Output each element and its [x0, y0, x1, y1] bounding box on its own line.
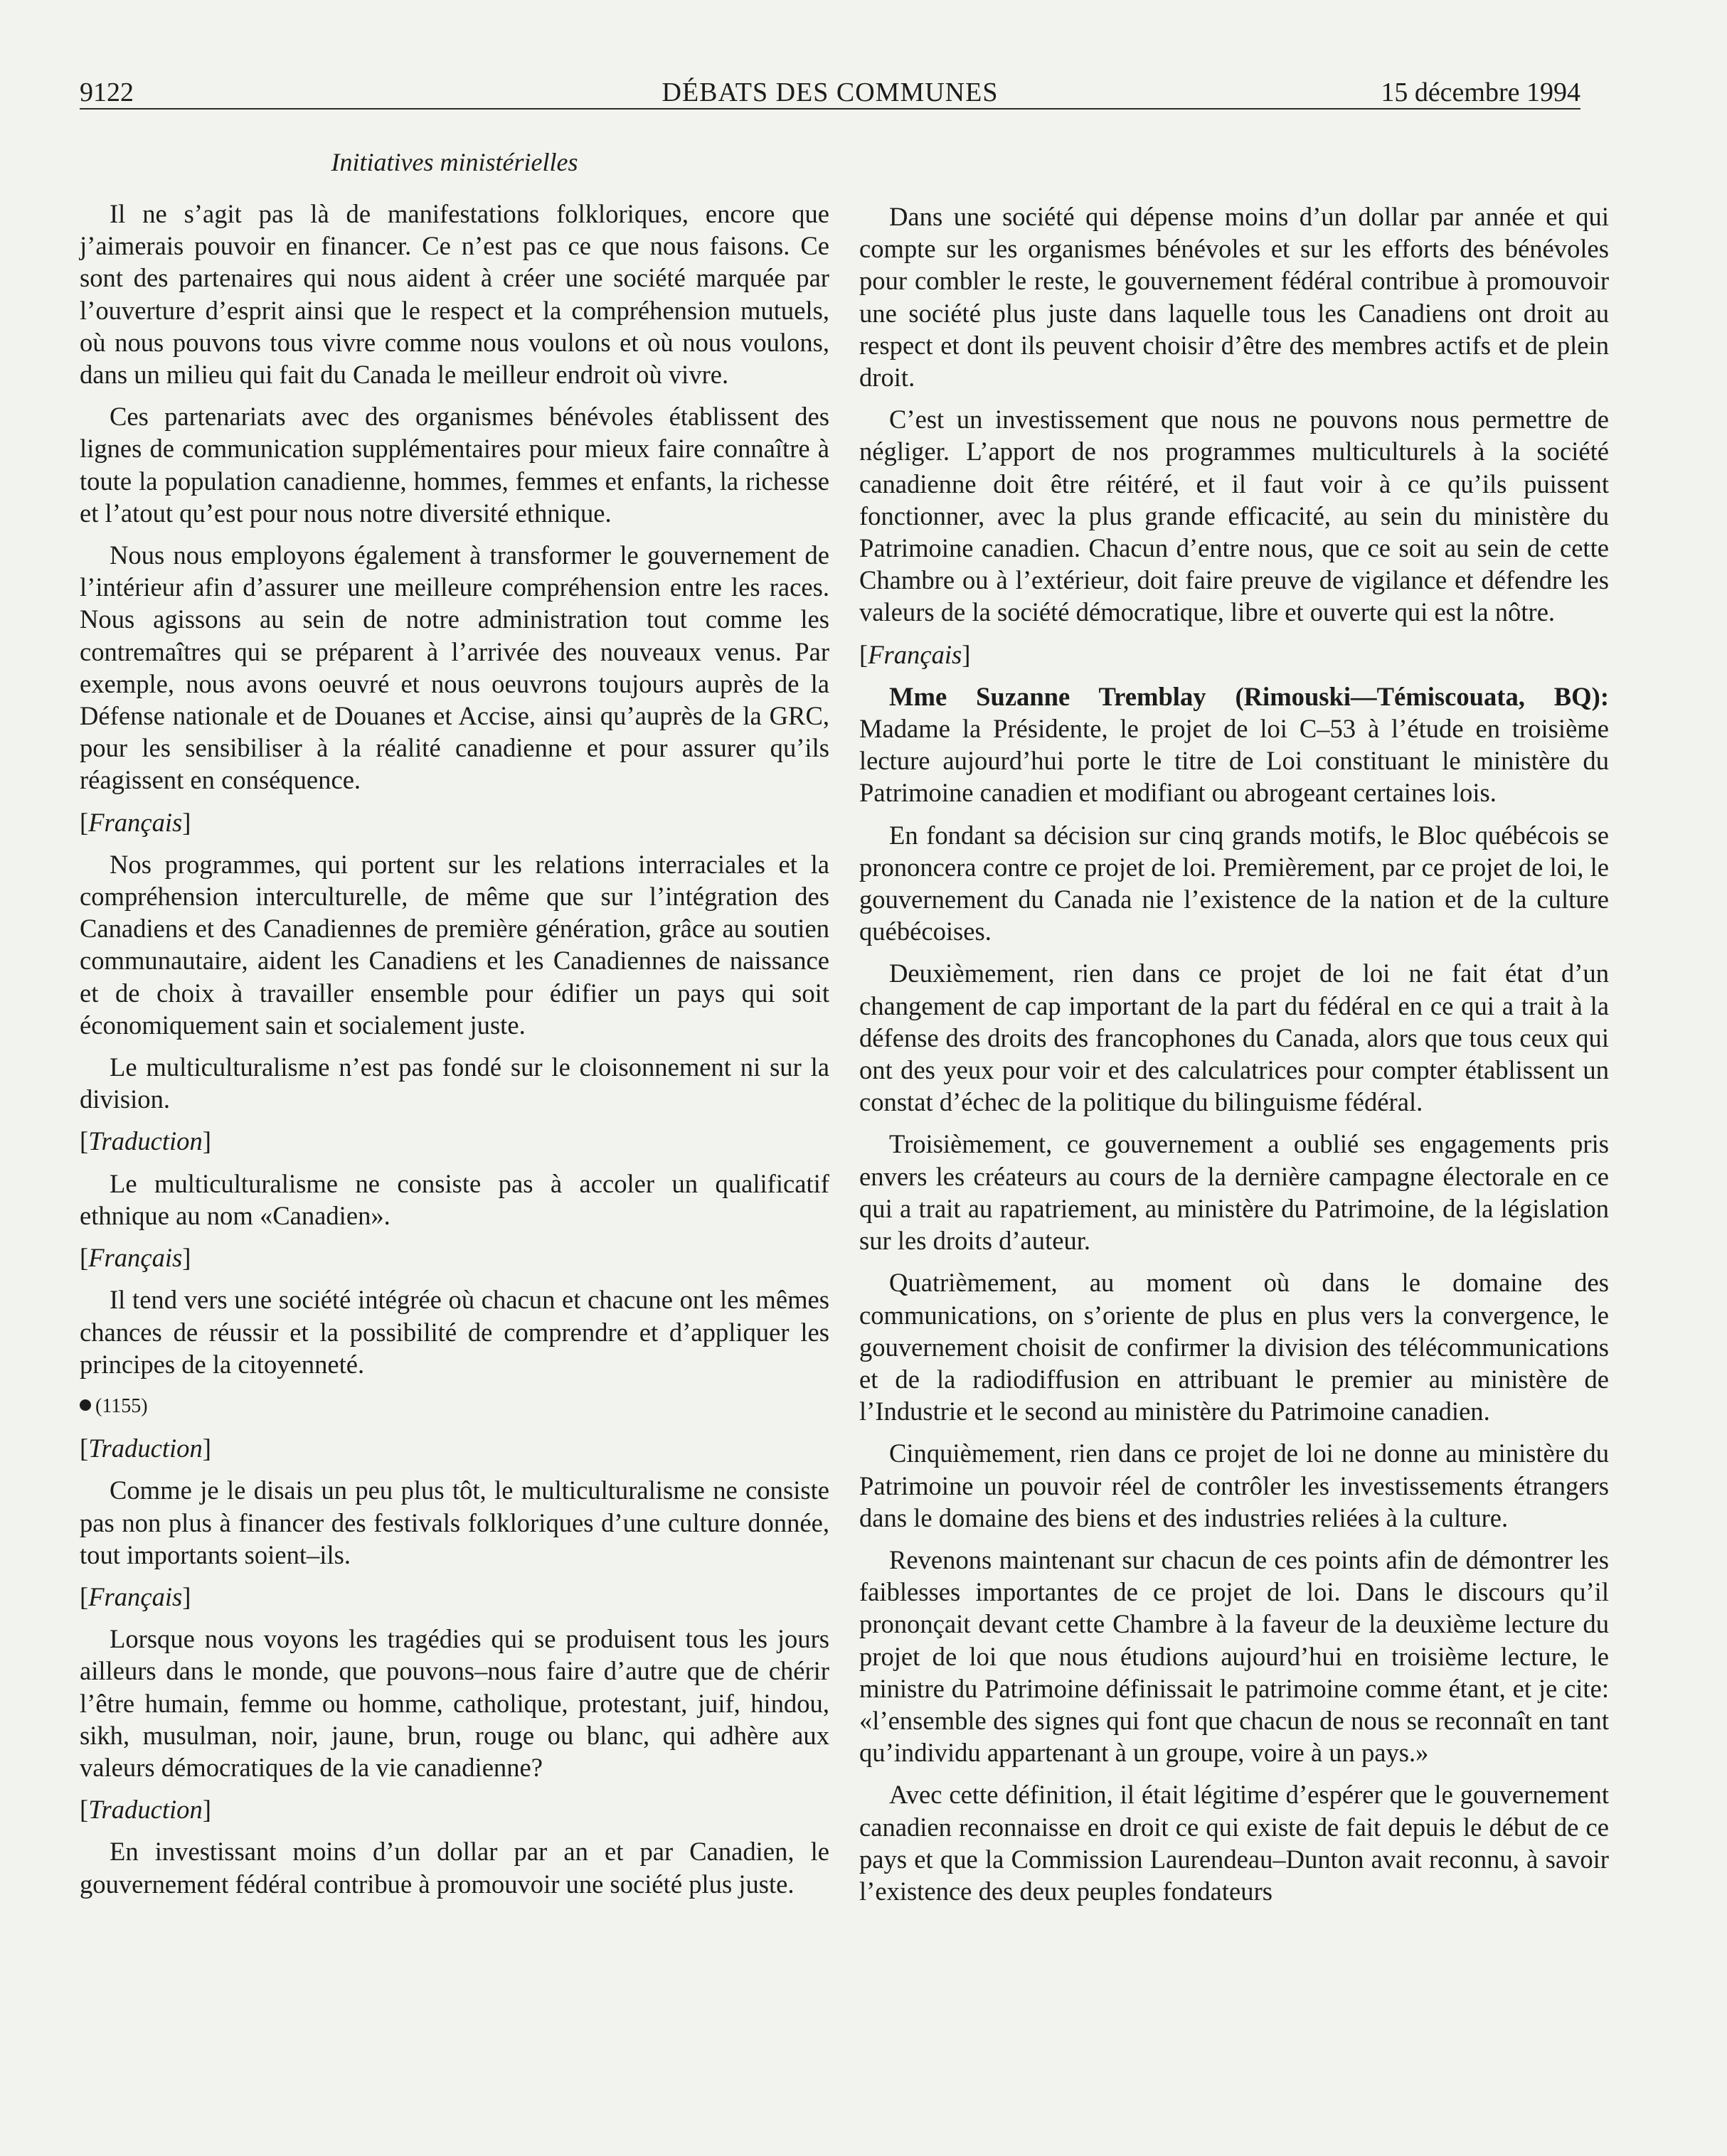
bullet-icon	[80, 1399, 91, 1411]
time-marker: (1155)	[80, 1390, 829, 1422]
issue-date: 15 décembre 1994	[1381, 78, 1580, 107]
language-marker: [Français]	[80, 1243, 191, 1273]
paragraph: Le multiculturalisme n’est pas fondé sur le cloisonnement ni sur la division.	[80, 1052, 829, 1114]
section-title: Initiatives ministérielles	[331, 148, 578, 176]
paragraph: Quatrièmement, au moment où dans le domaine des communications, on s’oriente de plus en plus vers la convergence, le gouvernement choisit de confirmer la division des télécommunications et de la radiodiffusion en attribuant le premier au ministère de l’Industrie et le second au ministère du Patrimoine canadien.	[859, 1268, 1609, 1426]
paragraph: Avec cette définition, il était légitime d’espérer que le gouvernement canadien reconnaisse en droit ce qui existe de fait depuis le début de ce pays et que la Commission Laurendeau–Dunton avait reconnu, à savoir l’existence des deux peuples fondateurs	[859, 1780, 1609, 1906]
language-marker: [Traduction]	[80, 1434, 211, 1463]
left-column	[80, 198, 829, 1910]
paragraph: Comme je le disais un peu plus tôt, le multiculturalisme ne consiste pas non plus à financer des festivals folkloriques d’une culture donnée, tout importants soient–ils.	[80, 1475, 829, 1569]
paragraph: C’est un investissement que nous ne pouvons nous permettre de négliger. L’apport de nos programmes multiculturels à la société canadienne doit être réitéré, et il faut voir à ce qu’ils puissent fonctionner, avec la plus grande efficacité, au sein du ministère du Patrimoine canadien. Chacun d’entre nous, que ce soit au sein de cette Chambre ou à l’extérieur, doit faire preuve de vigilance et défendre les valeurs de la société démocratique, libre et ouverte qui est la nôtre.	[859, 405, 1609, 627]
speaker-name: Mme Suzanne Tremblay (Rimouski—Témiscouata, BQ):	[889, 681, 1609, 711]
paragraph: Dans une société qui dépense moins d’un dollar par année et qui compte sur les organismes bénévoles et sur les efforts des bénévoles pour combler le reste, le gouvernement fédéral contribue à promouvoir une société plus juste dans laquelle tous les Canadiens ont droit au respect et dont ils peuvent choisir d’être des membres actifs et de plein droit.	[859, 202, 1609, 393]
paragraph: Nos programmes, qui portent sur les relations interraciales et la compréhension interculturelle, de même que sur l’intégration des Canadiens et des Canadiennes de première génération, grâce au soutien communautaire, aident les Canadiens et les Canadiennes de naissance et de choix à travailler ensemble pour édifier un pays qui soit économiquement sain et socialement juste.	[80, 849, 829, 1040]
language-marker: [Français]	[859, 639, 971, 669]
language-marker: [Traduction]	[80, 1126, 211, 1156]
paragraph: Ces partenariats avec des organismes bénévoles établissent des lignes de communication supplémentaires pour mieux faire connaître à toute la population canadienne, hommes, femmes et enfants, la richesse et l’atout qu’est pour nous notre diversité ethnique.	[80, 402, 829, 528]
paragraph: Il ne s’agit pas là de manifestations folkloriques, encore que j’aimerais pouvoir en financer. Ce n’est pas ce que nous faisons. Ce sont des partenaires qui nous aident à créer une société marquée par l’ouverture d’esprit ainsi que le respect et la compréhension mutuels, où nous pouvons tous vivre comme nous voulons et où nous voulons, dans un milieu qui fait du Canada le meilleur endroit où vivre.	[80, 199, 829, 390]
paragraph: Revenons maintenant sur chacun de ces points afin de démontrer les faiblesses importantes de ce projet de loi. Dans le discours qu’il prononçait devant cette Chambre à la faveur de la deuxième lecture du projet de loi que nous étudions aujourd’hui en troisième lecture, le ministre du Patrimoine définissait le patrimoine comme étant, et je cite: «l’ensemble des signes qui font que chacun de nous se reconnaît en tant qu’individu appartenant à un groupe, voire à un pays.»	[859, 1544, 1609, 1768]
paragraph: Le multiculturalisme ne consiste pas à accoler un qualificatif ethnique au nom «Canadien».	[80, 1168, 829, 1230]
right-column	[859, 201, 1609, 1917]
paragraph: Troisièmement, ce gouvernement a oublié ses engagements pris envers les créateurs au cours de la dernière campagne électorale en ce qui a trait au rapatriement, au ministère du Patrimoine, de la législation sur les droits d’auteur.	[859, 1129, 1609, 1256]
paragraph: En fondant sa décision sur cinq grands motifs, le Bloc québécois se prononcera contre ce projet de loi. Premièrement, par ce projet de loi, le gouvernement du Canada nie l’existence de la nation et de la culture québécoises.	[859, 820, 1609, 946]
page-header	[80, 71, 1580, 110]
paragraph: Il tend vers une société intégrée où chacun et chacune ont les mêmes chances de réussir et la possibilité de comprendre et d’appliquer les principes de la citoyenneté.	[80, 1285, 829, 1379]
language-marker: [Français]	[80, 1581, 191, 1611]
paragraph: Deuxièmement, rien dans ce projet de loi ne fait état d’un changement de cap important de la part du fédéral en ce qui a trait à la défense des droits des francophones du Canada, alors que tous ceux qui ont des yeux pour voir et des calculatrices pour compter établissent un constat d’échec de la politique du bilinguisme fédéral.	[859, 959, 1609, 1117]
paragraph: En investissant moins d’un dollar par an et par Canadien, le gouvernement fédéral contribue à promouvoir une société plus juste.	[80, 1837, 829, 1899]
paragraph: Cinquièmement, rien dans ce projet de loi ne donne au ministère du Patrimoine un pouvoir réel de contrôler les investissements étrangers dans le domaine des biens et des industries reliées à la culture.	[859, 1439, 1609, 1532]
page-number: 9122	[80, 78, 134, 107]
language-marker: [Français]	[80, 807, 191, 837]
journal-title: DÉBATS DES COMMUNES	[661, 78, 999, 107]
language-marker: [Traduction]	[80, 1795, 211, 1825]
speaker-paragraph: Mme Suzanne Tremblay (Rimouski—Témiscouata, BQ): Madame la Présidente, le projet de loi C–53 à l’étude en troisième lecture aujourd’hui porte le titre de Loi constituant le ministère du Patrimoine canadien et modifiant ou abrogeant certaines lois.	[859, 681, 1609, 808]
paragraph: Nous nous employons également à transformer le gouvernement de l’intérieur afin d’assurer une meilleure compréhension entre les races. Nous agissons au sein de notre administration tout comme les contremaîtres qui se préparent à l’arrivée des nouveaux venus. Par exemple, nous avons oeuvré et nous oeuvrons toujours auprès de la Défense nationale et de Douanes et Accise, ainsi qu’auprès de la GRC, pour les sensibiliser à la réalité canadienne et pour assurer qu’ils réagissent en conséquence.	[80, 540, 829, 795]
paragraph: Lorsque nous voyons les tragédies qui se produisent tous les jours ailleurs dans le monde, que pouvons–nous faire d’autre que de chérir l’être humain, femme ou homme, catholique, protestant, juif, hindou, sikh, musulman, noir, jaune, brun, rouge ou blanc, qui adhère aux valeurs démocratiques de la vie canadienne?	[80, 1624, 829, 1782]
